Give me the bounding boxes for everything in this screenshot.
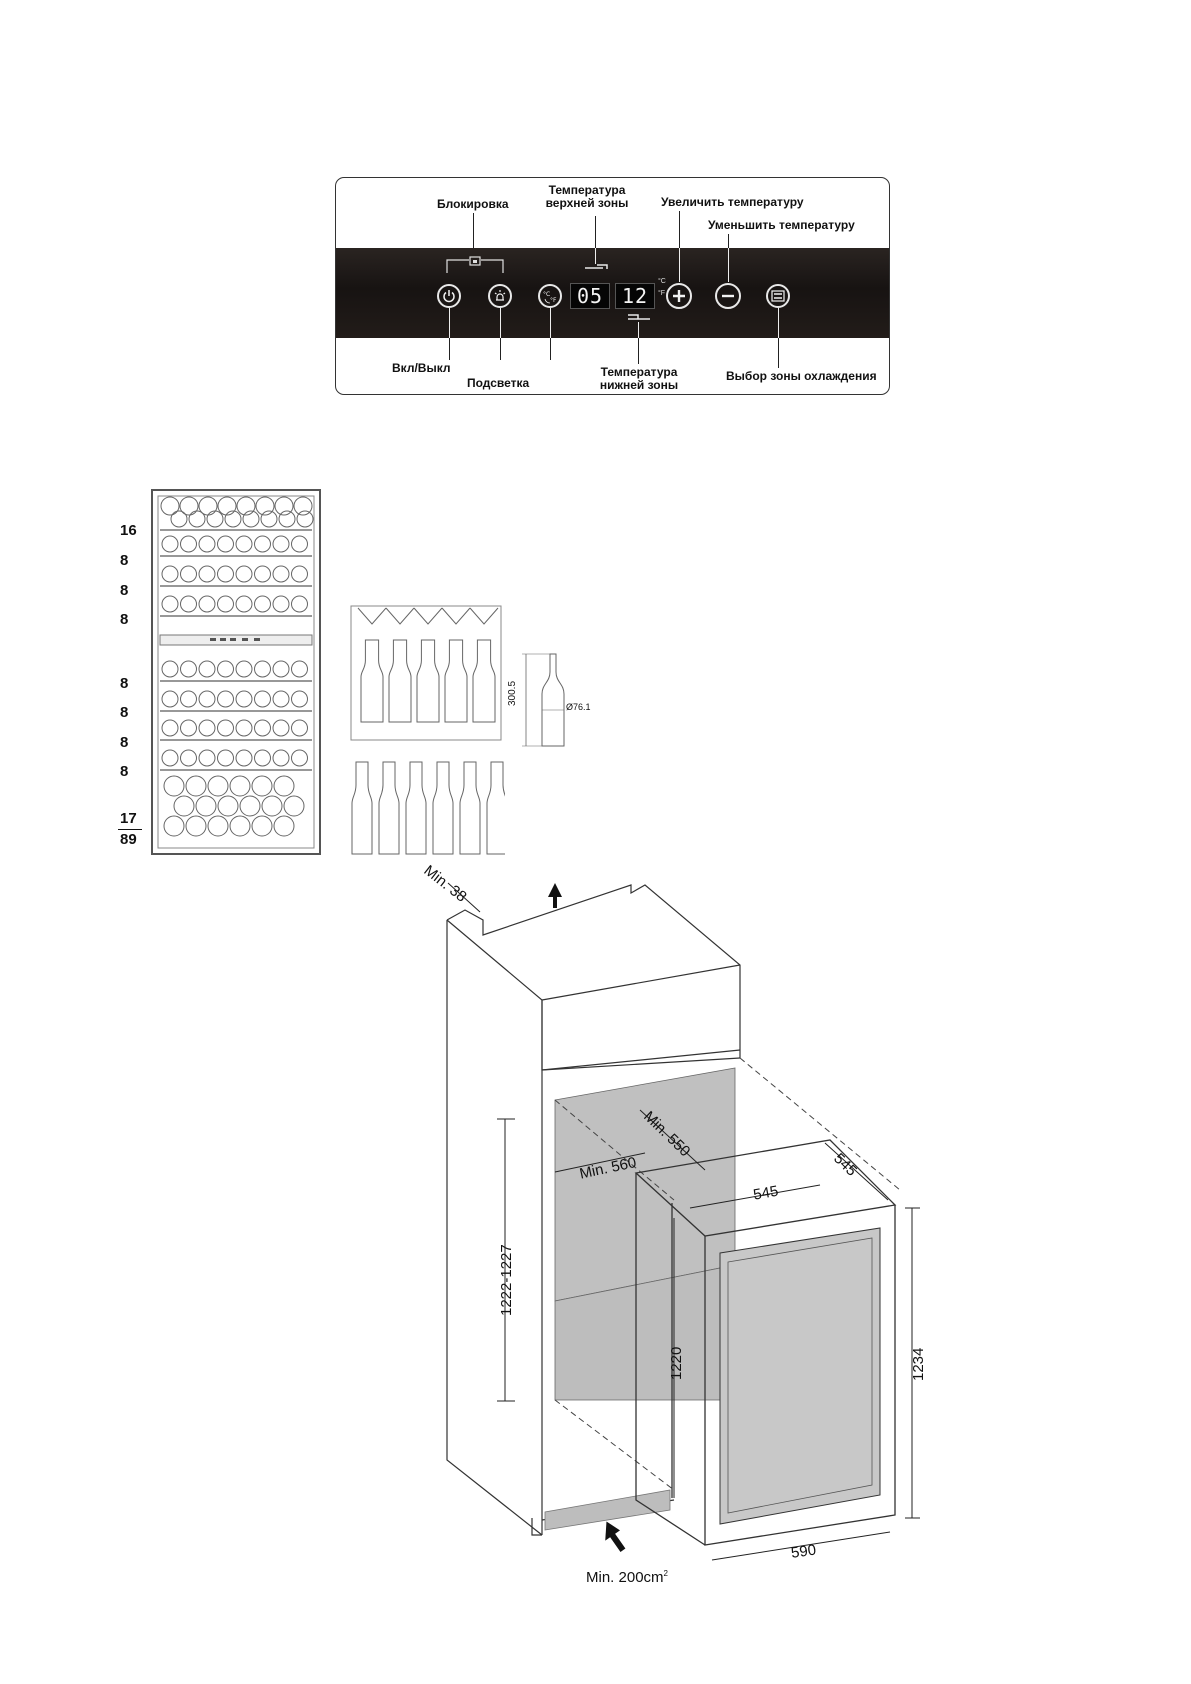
vent-area-text: Min. 200cm <box>586 1569 664 1586</box>
door-width-dimension: 590 <box>790 1541 818 1562</box>
shelf-count-3: 8 <box>120 582 129 599</box>
zone-select-label: Выбор зоны охлаждения <box>726 369 877 383</box>
lock-label: Блокировка <box>437 197 509 211</box>
lower-temp-label: Температура нижней зоны <box>599 365 679 392</box>
shelf-count-6: 8 <box>120 704 129 721</box>
niche-depth-dimension: Min. 550 <box>640 1108 694 1161</box>
total-count: 89 <box>120 831 137 848</box>
svg-text:°F: °F <box>550 297 557 304</box>
shelf-count-5: 8 <box>120 675 129 692</box>
shelf-count-4: 8 <box>120 611 129 628</box>
svg-text:°C: °C <box>543 291 551 298</box>
niche-height-dimension: 1222-1227 <box>498 1244 515 1316</box>
decrease-temp-label: Уменьшить температуру <box>708 218 855 232</box>
bottle-height: 300.5 <box>507 680 518 706</box>
light-label: Подсветка <box>467 376 530 390</box>
shelf-count-9: 17 <box>120 810 137 827</box>
body-height-dimension: 1220 <box>668 1346 685 1380</box>
lower-temp-display: 12 <box>615 283 655 309</box>
door-height-dimension: 1234 <box>910 1347 927 1381</box>
power-label: Вкл/Выкл <box>392 361 451 375</box>
niche-width-dimension: Min. 560 <box>578 1154 638 1183</box>
shelf-count-8: 8 <box>120 763 129 780</box>
body-width-dimension: 545 <box>752 1182 780 1204</box>
upper-temp-display: 05 <box>570 283 610 309</box>
fahrenheit-unit: °F <box>658 290 666 297</box>
celsius-unit: °C <box>658 278 666 285</box>
shelf-count-1: 16 <box>120 522 137 539</box>
upper-temp-label: Температура верхней зоны <box>545 183 629 210</box>
top-gap-dimension: Min. 38 <box>420 862 470 906</box>
bottle-diameter: Ø76.1 <box>566 702 591 712</box>
vent-area-dimension <box>586 1569 668 1586</box>
shelf-count-7: 8 <box>120 734 129 751</box>
shelf-count-2: 8 <box>120 552 129 569</box>
body-depth-dimension: 545 <box>830 1150 861 1180</box>
vent-area-superscript: 2 <box>663 1569 668 1578</box>
increase-temp-label: Увеличить температуру <box>661 195 804 209</box>
